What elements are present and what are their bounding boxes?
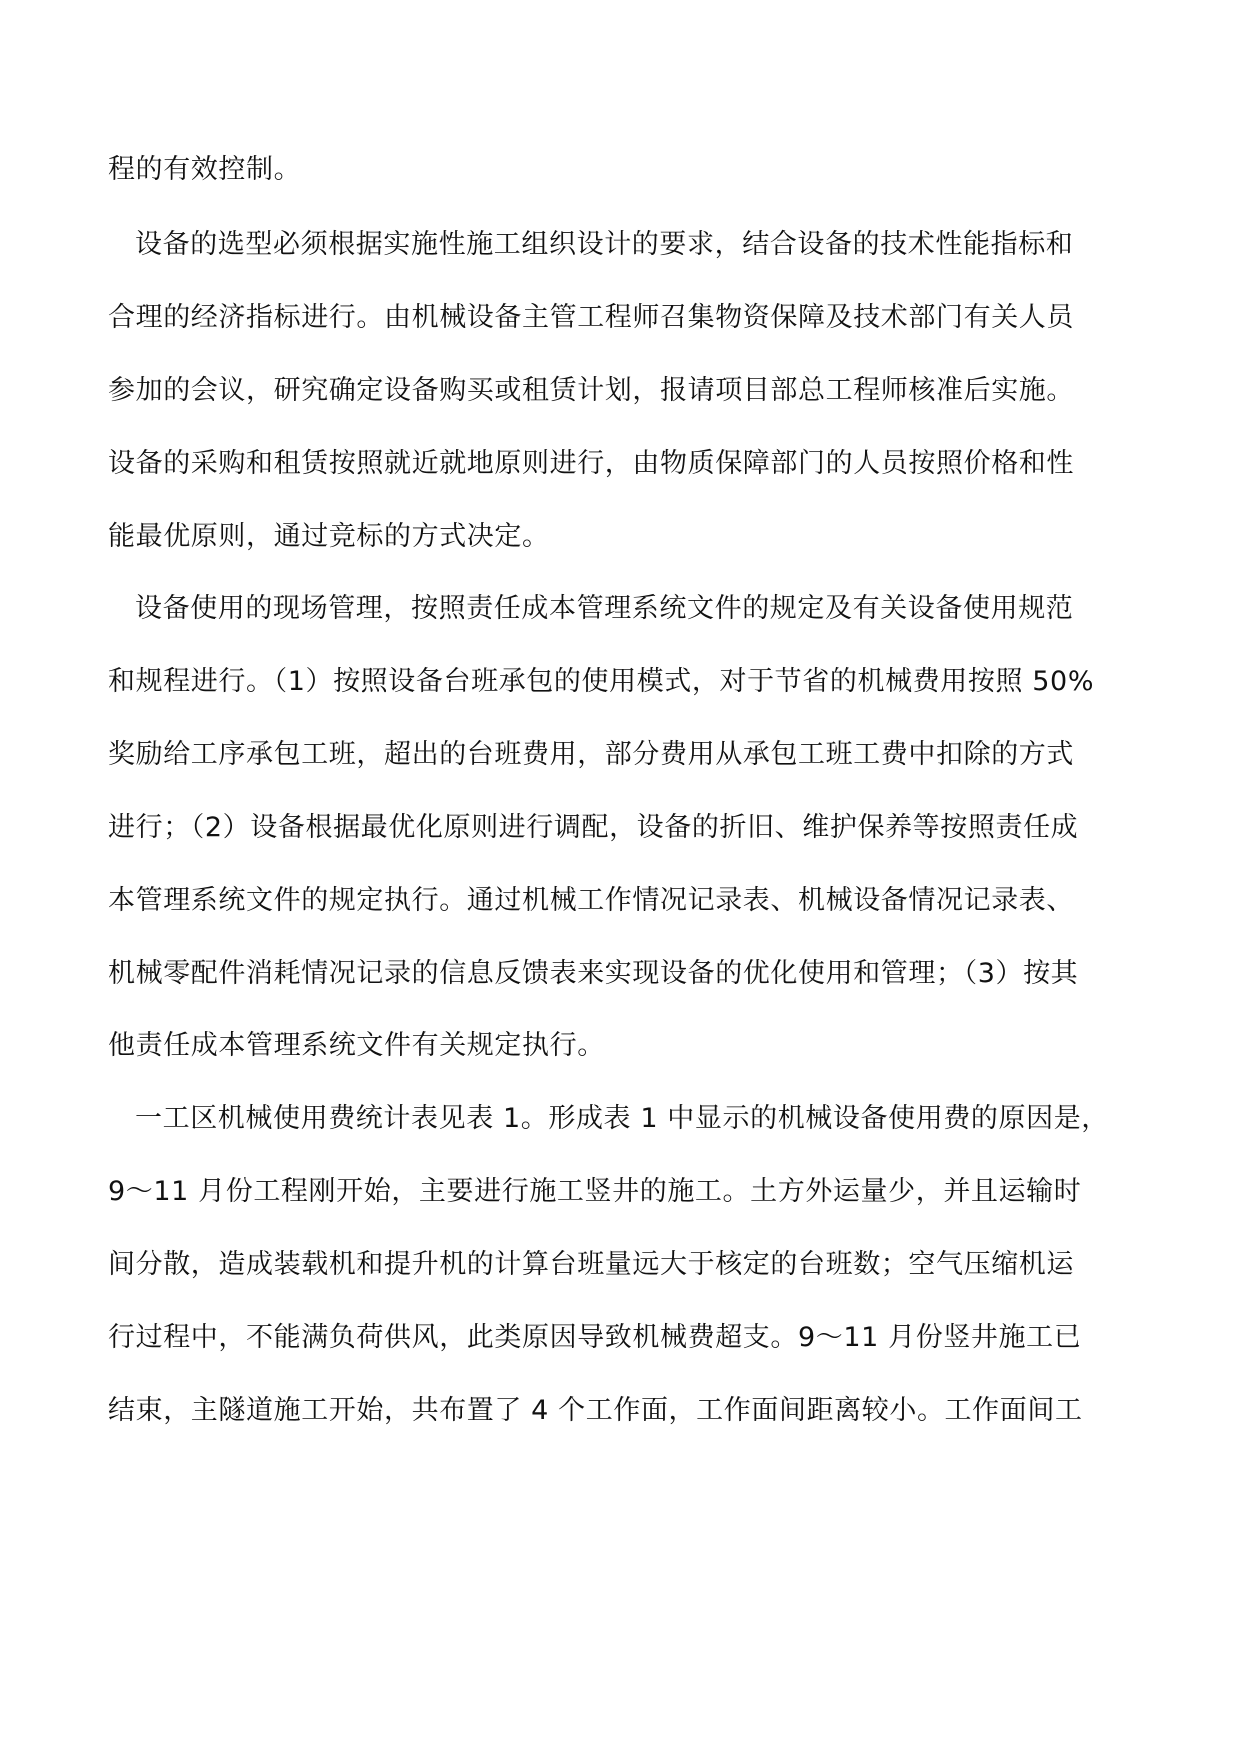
text-line: 间分散，造成装载机和提升机的计算台班量远大于核定的台班数；空气压缩机运	[108, 1249, 1074, 1280]
text-line: 本管理系统文件的规定执行。通过机械工作情况记录表、机械设备情况记录表、	[108, 885, 1074, 916]
text-line: 机械零配件消耗情况记录的信息反馈表来实现设备的优化使用和管理；（3）按其	[108, 958, 1079, 989]
text-line: 设备的采购和租赁按照就近就地原则进行，由物质保障部门的人员按照价格和性	[108, 448, 1074, 479]
text-line: 9～11 月份工程刚开始，主要进行施工竖井的施工。土方外运量少，并且运输时	[108, 1176, 1082, 1207]
text-line: 能最优原则，通过竞标的方式决定。	[108, 521, 550, 552]
text-line: 和规程进行。（1）按照设备台班承包的使用模式，对于节省的机械费用按照 50%	[108, 666, 1095, 697]
paragraph-start-line: 一工区机械使用费统计表见表 1。形成表 1 中显示的机械设备使用费的原因是，	[135, 1103, 1109, 1134]
text-line: 行过程中，不能满负荷供风，此类原因导致机械费超支。9～11 月份竖井施工已	[108, 1322, 1082, 1353]
text-line: 参加的会议，研究确定设备购买或租赁计划，报请项目部总工程师核准后实施。	[108, 375, 1074, 406]
text-line: 程的有效控制。	[108, 154, 302, 185]
text-line: 合理的经济指标进行。由机械设备主管工程师召集物资保障及技术部门有关人员	[108, 302, 1074, 333]
text-line: 进行；（2）设备根据最优化原则进行调配，设备的折旧、维护保养等按照责任成	[108, 812, 1079, 843]
text-line: 结束，主隧道施工开始，共布置了 4 个工作面，工作面间距离较小。工作面间工	[108, 1395, 1083, 1426]
text-line: 奖励给工序承包工班，超出的台班费用，部分费用从承包工班工费中扣除的方式	[108, 739, 1074, 770]
paragraph-start-line: 设备使用的现场管理，按照责任成本管理系统文件的规定及有关设备使用规范	[135, 593, 1074, 624]
paragraph-start-line: 设备的选型必须根据实施性施工组织设计的要求，结合设备的技术性能指标和	[135, 229, 1074, 260]
text-line: 他责任成本管理系统文件有关规定执行。	[108, 1030, 605, 1061]
